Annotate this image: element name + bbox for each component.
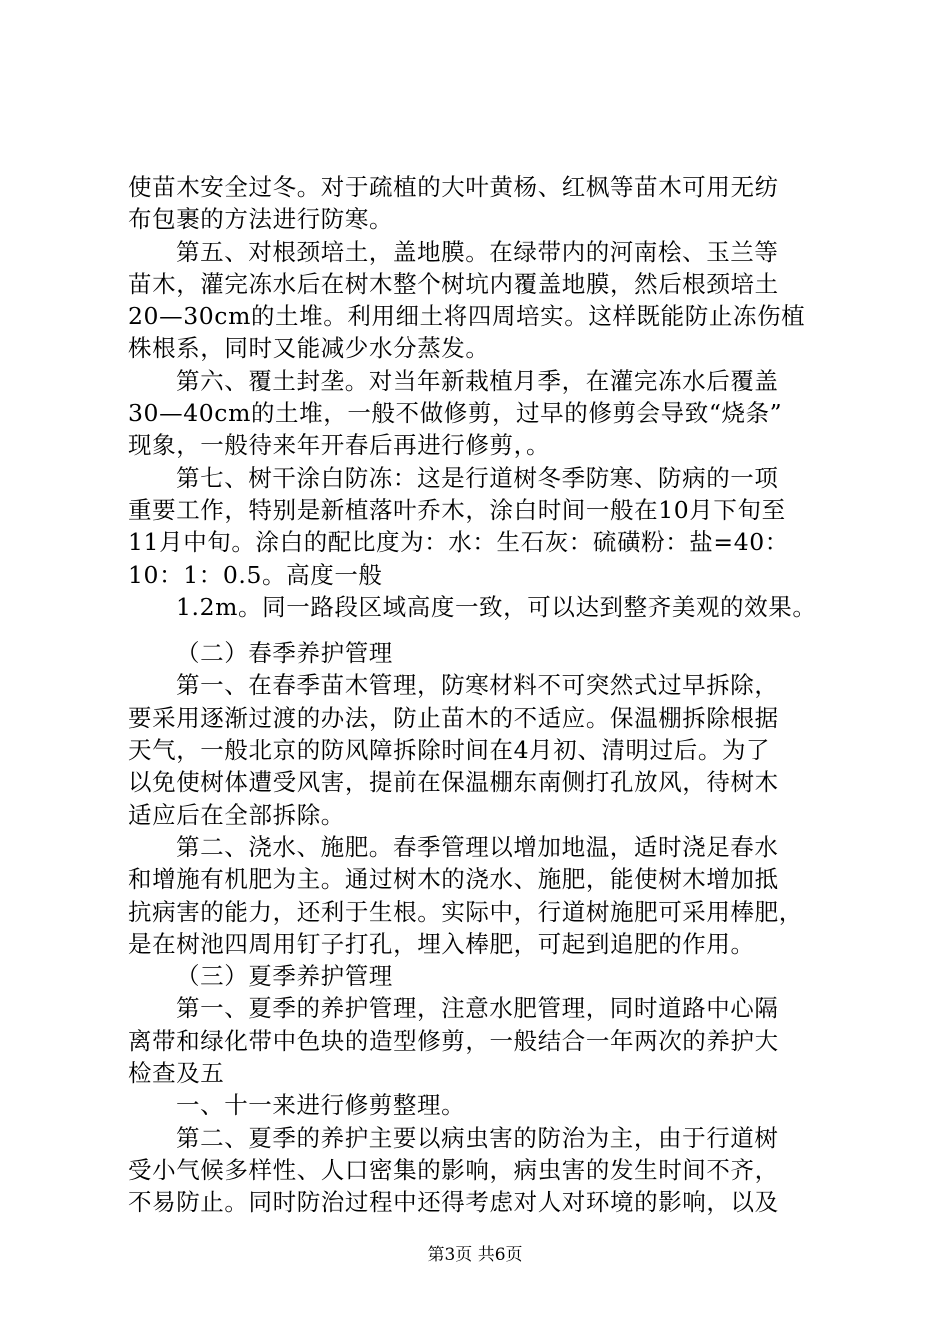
text-line: 不易防止。同时防治过程中还得考虑对人对环境的影响，以及 (128, 1188, 779, 1217)
text-line: 离带和绿化带中色块的造型修剪，一般结合一年两次的养护大 (128, 1026, 779, 1055)
text-line: 要采用逐渐过渡的办法，防止苗木的不适应。保温棚拆除根据 (128, 703, 779, 732)
paragraph-spring-second: 第二、浇水、施肥。春季管理以增加地温，适时浇足春水 (176, 832, 779, 861)
text-line: 使苗木安全过冬。对于疏植的大叶黄杨、红枫等苗木可用无纺 (128, 173, 779, 201)
paragraph-summer-first: 第一、夏季的养护管理，注意水肥管理，同时道路中心隔 (176, 994, 779, 1023)
text-line: 现象，一般待来年开春后再进行修剪，。 (128, 431, 551, 460)
text-line: 重要工作，特别是新植落叶乔木，涂白时间一般在10月下旬至 (128, 495, 786, 524)
section-heading-summer: （三）夏季养护管理 (176, 962, 393, 991)
paragraph-seventh: 第七、树干涂白防冻：这是行道树冬季防寒、防病的一项 (176, 463, 779, 492)
paragraph-spring-first: 第一、在春季苗木管理，防寒材料不可突然式过早拆除， (176, 671, 779, 700)
paragraph-sixth: 第六、覆土封垄。对当年新栽植月季，在灌完冻水后覆盖 (176, 366, 779, 395)
body-text (128, 171, 828, 1219)
section-heading-spring: （二）春季养护管理 (176, 639, 393, 668)
paragraph-fifth: 第五、对根颈培土，盖地膜。在绿带内的河南桧、玉兰等 (176, 237, 779, 266)
text-line: 一、十一来进行修剪整理。 (176, 1091, 466, 1120)
text-line: 是在树池四周用钉子打孔，埋入棒肥，可起到追肥的作用。 (128, 929, 755, 958)
text-line: 30—40cm的土堆，一般不做修剪，过早的修剪会导致“烧条” (128, 399, 783, 428)
text-line: 抗病害的能力，还利于生根。实际中，行道树施肥可采用棒肥， (128, 897, 803, 926)
text-line: 布包裹的方法进行防寒。 (128, 205, 394, 234)
page-footer: 第3页 共6页 (427, 1245, 523, 1265)
text-line: 天气，一般北京的防风障拆除时间在4月初、清明过后。为了 (128, 736, 771, 765)
paragraph-summer-second: 第二、夏季的养护主要以病虫害的防治为主，由于行道树 (176, 1123, 779, 1152)
text-line: 11月中旬。涂白的配比度为：水：生石灰：硫磺粉：盐=40： (128, 528, 789, 557)
text-line: 受小气候多样性、人口密集的影响，病虫害的发生时间不齐， (128, 1155, 779, 1184)
text-line: 10：1：0.5。高度一般 (128, 560, 383, 589)
text-line: 适应后在全部拆除。 (128, 800, 345, 829)
text-line: 检查及五 (128, 1059, 225, 1088)
paragraph-gap (128, 623, 828, 637)
text-line: 1.2m。同一路段区域高度一致，可以达到整齐美观的效果。 (176, 592, 817, 621)
text-line: 苗木，灌完冻水后在树木整个树坑内覆盖地膜，然后根颈培土 (128, 269, 779, 298)
text-line: 株根系，同时又能减少水分蒸发。 (128, 334, 490, 363)
text-line: 20—30cm的土堆。利用细土将四周培实。这样既能防止冻伤植 (128, 302, 806, 331)
text-line: 和增施有机肥为主。通过树木的浇水、施肥，能使树木增加抵 (128, 865, 779, 894)
text-line: 以免使树体遭受风害，提前在保温棚东南侧打孔放风，待树木 (128, 768, 779, 797)
